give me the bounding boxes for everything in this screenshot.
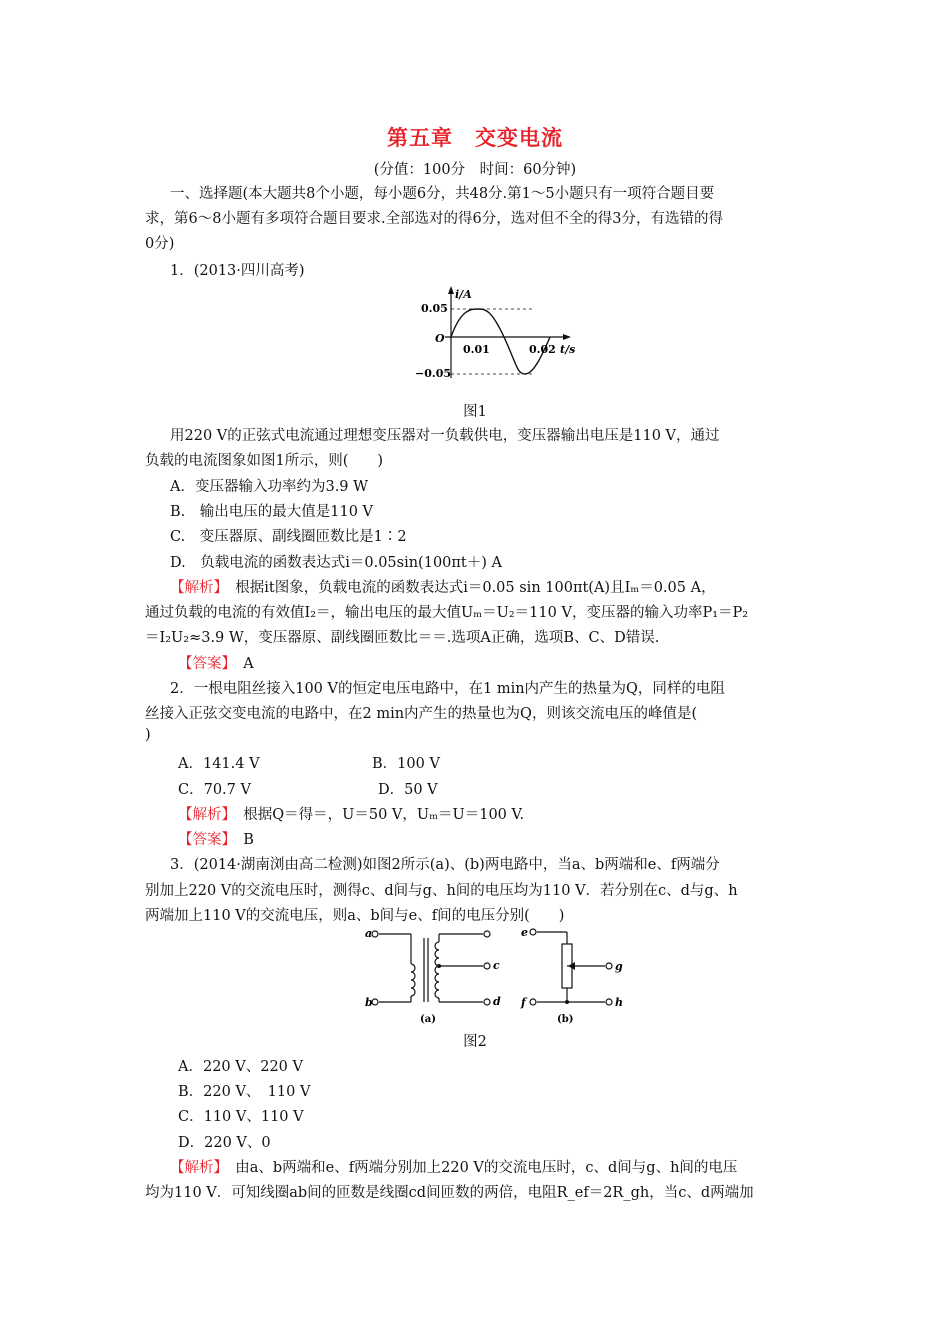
label-h: h — [615, 996, 623, 1009]
q1-stem-line-2: 负载的电流图象如图1所示，则( ) — [145, 453, 384, 469]
answer-tag: 【答案】 — [178, 656, 229, 672]
q1-analysis-line-3: ＝I₂U₂≈3.9 W，变压器原、副线圈匝数比＝＝.选项A正确，选项B、C、D错误. — [145, 630, 660, 646]
label-b-caption: (b) — [557, 1014, 574, 1025]
sine-curve — [451, 309, 550, 374]
q2-option-d: D．50 V — [378, 782, 438, 798]
q1-analysis-line-1: 【解析】 根据it图象，负载电流的函数表达式i＝0.05 sin 100πt(A)且Iₘ＝0.05 A， — [170, 580, 716, 596]
tick-x-2: 0.02 — [529, 343, 556, 356]
q3-stem-line-2: 别加上220 V的交流电压时，测得c、d间与g、h间的电压均为110 V．若分别在c、d与g、h — [145, 883, 738, 899]
label-a-caption: (a) — [420, 1014, 436, 1025]
figure-1-caption: 图1 — [463, 404, 487, 420]
label-c: c — [493, 959, 500, 972]
label-g: g — [615, 960, 623, 973]
q1-option-d: D. 负载电流的函数表达式i＝0.05sin(100πt＋) A — [170, 555, 502, 571]
label-b: b — [365, 996, 373, 1009]
y-axis-label: i/A — [455, 288, 472, 301]
q3-analysis-line-2: 均为110 V．可知线圈ab间的匝数是线圈cd间匝数的两倍，电阻R_ef＝2R_gh，当c、d两端加 — [145, 1185, 754, 1201]
score-time-info: (分值：100分 时间：60分钟) — [373, 162, 577, 178]
q1-answer: 【答案】 A — [178, 656, 254, 672]
q2-option-b: B．100 V — [372, 756, 440, 772]
junction-dot — [565, 1000, 569, 1004]
q2-stem-line-1: 2．一根电阻丝接入100 V的恒定电压电路中，在1 min内产生的热量为Q，同样的电阻 — [170, 681, 725, 697]
q2-option-c: C．70.7 V — [178, 782, 251, 798]
tick-y-min: −0.05 — [415, 367, 452, 380]
figure-2-caption: 图2 — [463, 1034, 487, 1050]
instructions-line-3: 0分) — [145, 236, 175, 252]
origin-label: O — [435, 332, 445, 345]
tick-x-1: 0.01 — [463, 343, 490, 356]
q2-stem-line-3: ) — [145, 727, 151, 743]
circuit-a-transformer — [372, 931, 490, 1005]
q2-answer: 【答案】 B — [178, 832, 254, 848]
q1-source: 1．(2013·四川高考) — [170, 263, 305, 279]
chapter-title: 第五章 交变电流 — [387, 126, 563, 150]
label-e: e — [521, 926, 528, 939]
q1-analysis-line-2: 通过负载的电流的有效值I₂＝，输出电压的最大值Uₘ＝U₂＝110 V，变压器的输入功率P₁＝P₂ — [145, 605, 749, 621]
x-axis-arrow — [563, 334, 571, 340]
tap-dot — [437, 964, 441, 968]
q1-option-b: B. 输出电压的最大值是110 V — [170, 504, 374, 520]
analysis-tag: 【解析】 — [170, 580, 221, 596]
q3-stem-line-3: 两端加上110 V的交流电压，则a、b间与e、f间的电压分别( ) — [145, 908, 565, 924]
label-f: f — [521, 996, 526, 1009]
y-axis-arrow — [448, 286, 454, 294]
instructions-line-2: 求，第6～8小题有多项符合题目要求.全部选对的得6分，选对但不全的得3分，有选错的得 — [145, 211, 724, 227]
q2-stem-line-2: 丝接入正弦交变电流的电路中，在2 min内产生的热量也为Q，则该交流电压的峰值是( — [145, 706, 698, 722]
q2-option-a: A．141.4 V — [178, 756, 260, 772]
q3-analysis-line-1: 【解析】 由a、b两端和e、f两端分别加上220 V的交流电压时，c、d间与g、h间的电压 — [170, 1160, 738, 1176]
figure-2-circuits — [365, 922, 635, 1026]
q1-option-c: C. 变压器原、副线圈匝数比是1∶2 — [170, 529, 407, 545]
label-a: a — [365, 927, 373, 940]
instructions-line-1: 一、选择题(本大题共8个小题，每小题6分，共48分.第1～5小题只有一项符合题目要 — [170, 186, 715, 202]
tick-y-max: 0.05 — [421, 302, 448, 315]
label-d: d — [493, 995, 501, 1008]
figure-1-sine-graph — [405, 282, 590, 382]
q1-stem-line-1: 用220 V的正弦式电流通过理想变压器对一负载供电，变压器输出电压是110 V，通过 — [170, 428, 720, 444]
q3-option-b: B．220 V、 110 V — [178, 1084, 311, 1100]
q1-option-a: A．变压器输入功率约为3.9 W — [170, 479, 369, 495]
q3-option-a: A．220 V、220 V — [178, 1059, 303, 1075]
q3-option-d: D．220 V、0 — [178, 1135, 271, 1151]
q3-stem-line-1: 3．(2014·湖南浏由高二检测)如图2所示(a)、(b)两电路中，当a、b两端和e、f两端分 — [170, 857, 720, 873]
q2-analysis: 【解析】 根据Q＝得＝，U＝50 V，Uₘ＝U＝100 V. — [178, 807, 525, 823]
x-axis-label: t/s — [560, 343, 576, 356]
q3-option-c: C．110 V、110 V — [178, 1109, 304, 1125]
